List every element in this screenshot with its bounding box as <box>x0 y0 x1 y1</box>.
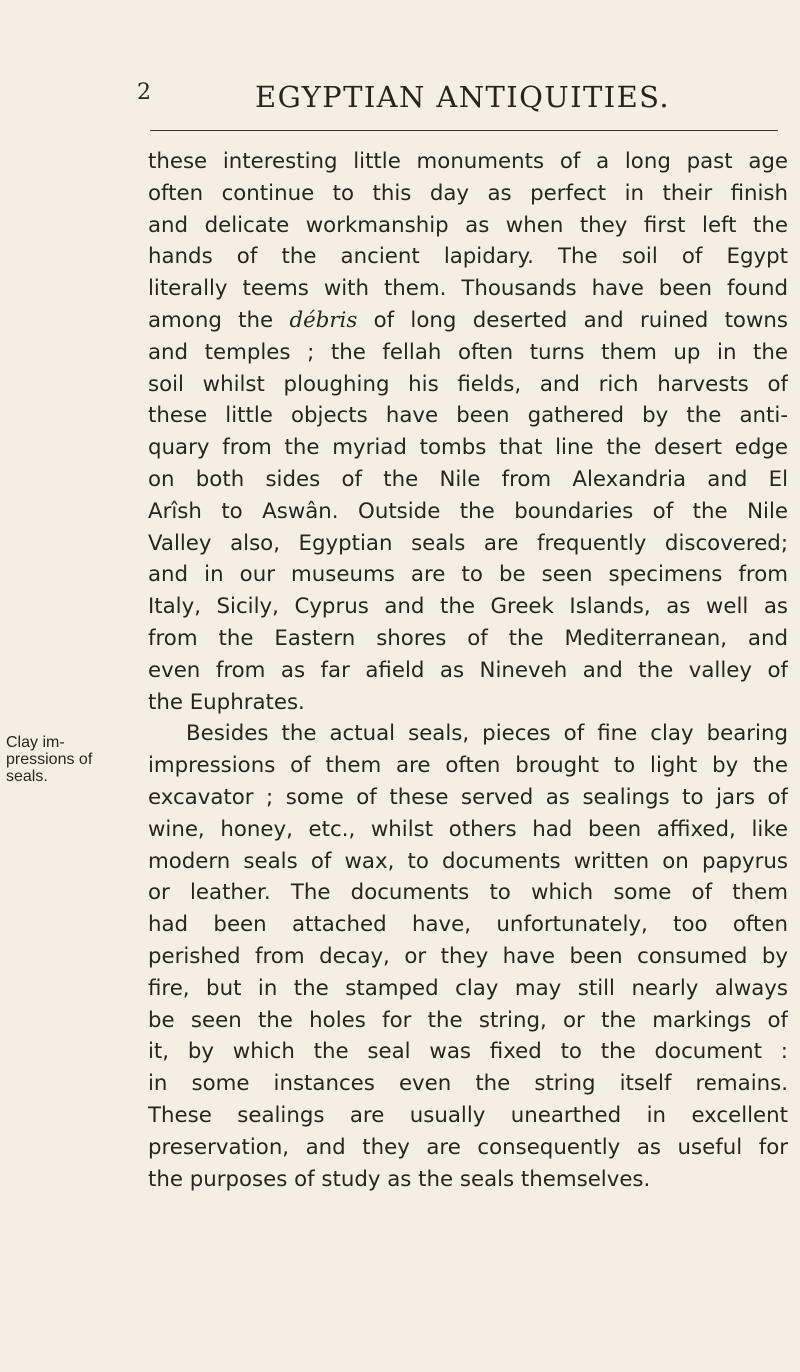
text-line: impressions of them are often brought to light by the <box>148 753 788 779</box>
running-head: EGYPTIAN ANTIQUITIES. <box>255 80 671 114</box>
text-line: be seen the holes for the string, or the markings of <box>148 1007 788 1033</box>
text-line: literally teems with them. Thousands have been found <box>148 276 788 302</box>
text-line: these little objects have been gathered by the anti- <box>148 403 788 429</box>
text-line: preservation, and they are consequently as useful for <box>148 1134 788 1160</box>
text-line: modern seals of wax, to documents written on papyrus <box>148 848 788 874</box>
text-line: often continue to this day as perfect in their finish <box>148 180 788 206</box>
text-line: soil whilst ploughing his fields, and rich harvests of <box>148 371 788 397</box>
text-line: these interesting little monuments of a long past age <box>148 149 788 174</box>
page-number: 2 <box>137 80 151 105</box>
text-segment: among the <box>148 307 274 333</box>
text-segment: of long deserted and ruined towns <box>373 307 788 333</box>
margin-note-line: seals. <box>6 768 48 785</box>
text-line: Besides the actual seals, pieces of fine clay bearing <box>186 721 788 747</box>
text-line: wine, honey, etc., whilst others had been affixed, like <box>148 816 788 842</box>
margin-note-line: pressions of <box>6 751 93 768</box>
body-text <box>148 146 788 1195</box>
text-line: excavator ; some of these served as sealings to jars of <box>148 784 788 810</box>
text-line: perished from decay, or they have been consumed by <box>148 943 788 969</box>
margin-note-line: Clay im- <box>6 734 65 751</box>
header-rule <box>150 130 778 131</box>
text-line: in some instances even the string itself remains. <box>148 1071 788 1097</box>
text-line: or leather. The documents to which some of them <box>148 880 788 906</box>
text-line: quary from the myriad tombs that line the desert edge <box>148 435 788 461</box>
text-line: from the Eastern shores of the Mediterranean, and <box>148 625 788 651</box>
text-line: Arîsh to Aswân. Outside the boundaries of the Nile <box>148 498 788 524</box>
text-line: the purposes of study as the seals themselves. <box>148 1166 651 1192</box>
text-line: even from as far afield as Nineveh and the valley of <box>148 657 788 683</box>
text-line: hands of the ancient lapidary. The soil of Egypt <box>148 244 788 270</box>
text-line-with-italic <box>148 305 788 337</box>
text-line: fire, but in the stamped clay may still nearly always <box>148 975 788 1001</box>
text-line: and delicate workmanship as when they first left the <box>148 212 788 238</box>
text-line: and temples ; the fellah often turns them up in the <box>148 339 788 365</box>
text-line: it, by which the seal was fixed to the document : <box>148 1039 788 1065</box>
italic-word: débris <box>289 307 358 333</box>
text-line: Italy, Sicily, Cyprus and the Greek Islands, as well as <box>148 594 788 620</box>
text-line: These sealings are usually unearthed in excellent <box>148 1102 788 1128</box>
text-line: Valley also, Egyptian seals are frequently discovered; <box>148 530 788 556</box>
text-line: on both sides of the Nile from Alexandria and El <box>148 466 788 492</box>
margin-note <box>6 734 146 785</box>
text-line: had been attached have, unfortunately, too often <box>148 912 788 938</box>
text-line: and in our museums are to be seen specimens from <box>148 562 788 588</box>
text-line: the Euphrates. <box>148 689 305 715</box>
